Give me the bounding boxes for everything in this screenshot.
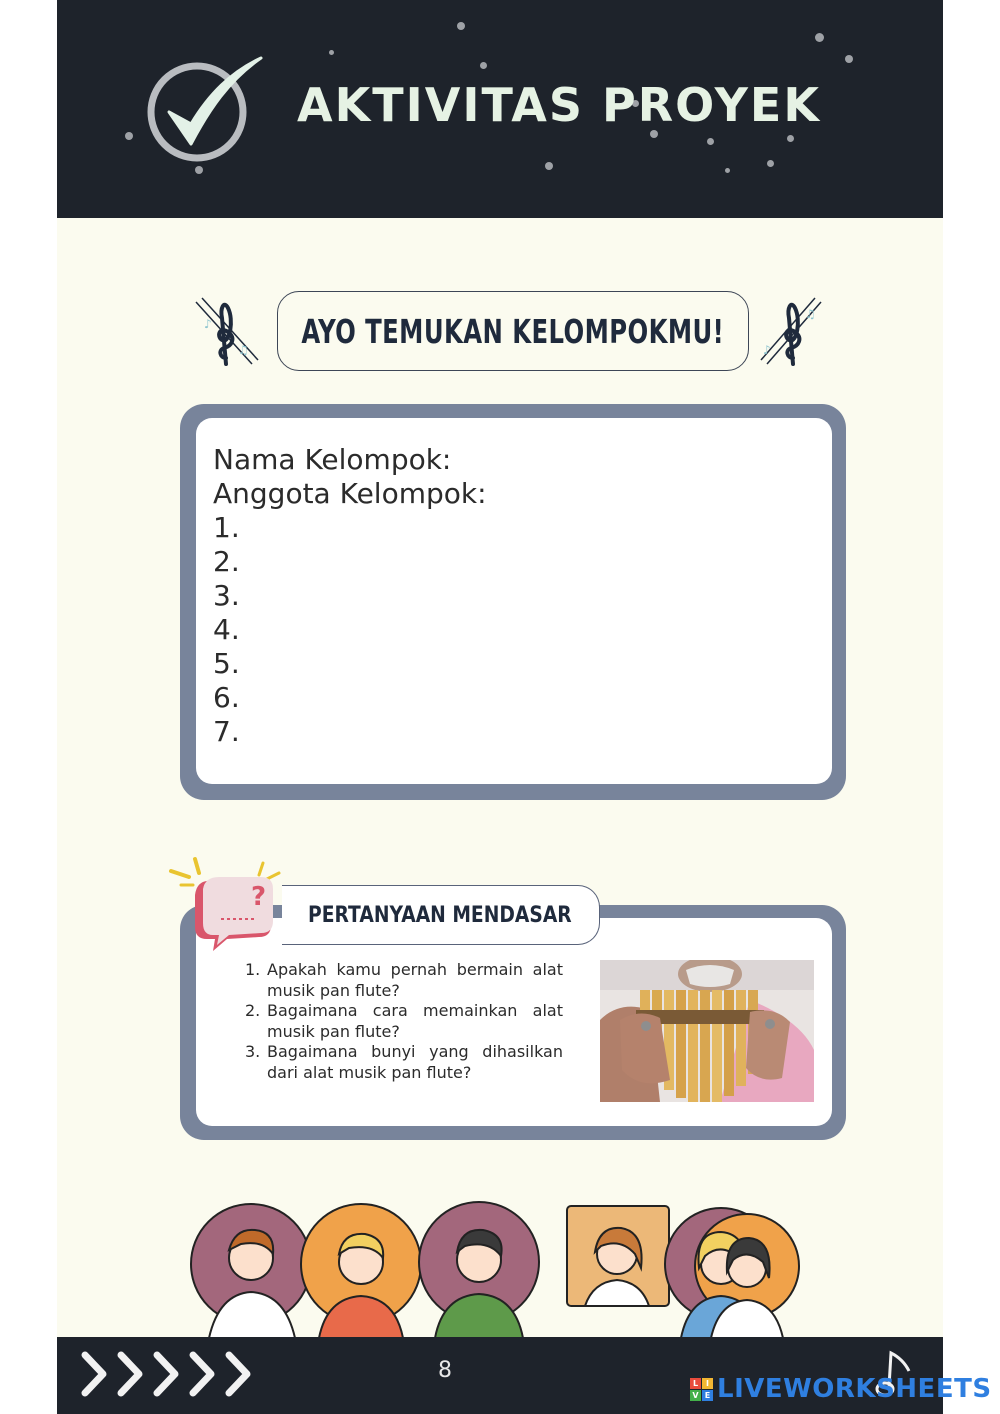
question-bubble-icon xyxy=(167,855,297,955)
star-dot xyxy=(125,132,133,140)
group-section-title-box xyxy=(277,291,749,371)
star-dot xyxy=(787,135,794,142)
star-dot xyxy=(545,162,553,170)
member-line: 7. xyxy=(213,715,240,748)
header-title: AKTIVITAS PROYEK xyxy=(297,78,821,132)
question-text: Bagaimana bunyi yang dihasilkan dari alat musik pan flute? xyxy=(267,1042,563,1082)
group-members-label: Anggota Kelompok: xyxy=(213,477,487,510)
group-section-title: AYO TEMUKAN KELOMPOKMU! xyxy=(301,311,725,351)
questions-title-box xyxy=(282,885,600,945)
question-text: Apakah kamu pernah bermain alat musik pan flute? xyxy=(267,960,563,1000)
star-dot xyxy=(767,160,774,167)
questions-title: PERTANYAAN MENDASAR xyxy=(308,902,572,928)
star-dot xyxy=(725,168,730,173)
worksheet-page xyxy=(57,0,943,1414)
svg-text:?: ? xyxy=(251,882,267,912)
member-line: 6. xyxy=(213,681,240,714)
question-item xyxy=(245,1001,563,1042)
member-line: 4. xyxy=(213,613,240,646)
star-dot xyxy=(707,138,714,145)
check-mark-icon xyxy=(139,50,269,170)
question-number: 1. xyxy=(245,960,261,979)
treble-clef-icon xyxy=(755,292,827,372)
question-item xyxy=(245,1042,563,1083)
star-dot xyxy=(329,50,334,55)
question-number: 2. xyxy=(245,1001,261,1020)
member-line: 5. xyxy=(213,647,240,680)
liveworksheets-watermark[interactable] xyxy=(690,1374,992,1404)
watermark-text: LIVEWORKSHEETS xyxy=(717,1374,992,1404)
question-number: 3. xyxy=(245,1042,261,1061)
page-number: 8 xyxy=(438,1358,452,1383)
star-dot xyxy=(845,55,853,63)
students-illustration xyxy=(189,1198,809,1338)
liveworksheets-logo-icon: L I V E xyxy=(690,1378,713,1401)
member-line: 2. xyxy=(213,545,240,578)
member-line: 3. xyxy=(213,579,240,612)
pan-flute-photo xyxy=(600,960,814,1102)
member-line: 1. xyxy=(213,511,240,544)
question-text: Bagaimana cara memainkan alat musik pan flute? xyxy=(267,1001,563,1041)
svg-text:♫: ♫ xyxy=(805,307,816,321)
chevron-arrows-icon xyxy=(79,1349,259,1399)
svg-text:♪: ♪ xyxy=(763,343,771,357)
question-item xyxy=(245,960,563,1001)
header-banner xyxy=(57,0,943,218)
questions-list xyxy=(245,960,563,1083)
svg-text:♫: ♫ xyxy=(238,343,249,357)
group-form-lines xyxy=(213,443,487,749)
star-dot xyxy=(457,22,465,30)
treble-clef-icon xyxy=(192,292,264,372)
star-dot xyxy=(480,62,487,69)
group-name-label: Nama Kelompok: xyxy=(213,443,452,476)
svg-text:♪: ♪ xyxy=(204,317,212,331)
star-dot xyxy=(815,33,824,42)
